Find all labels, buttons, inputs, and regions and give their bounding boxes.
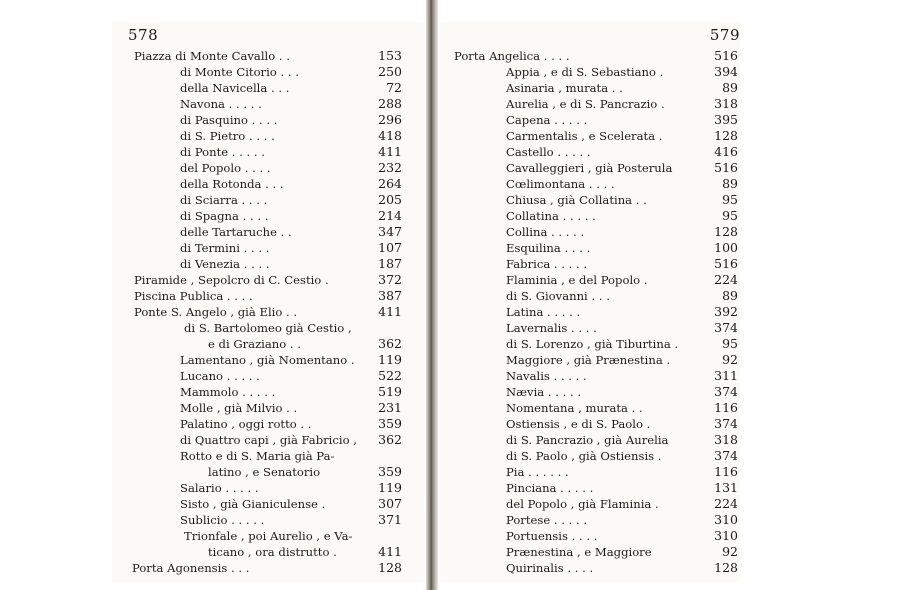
right-index-entry bbox=[440, 48, 740, 64]
right-index-entry bbox=[440, 112, 740, 128]
left-index-entry bbox=[112, 512, 424, 528]
left-index-entry bbox=[112, 272, 424, 288]
left-index-entry bbox=[112, 400, 424, 416]
entry-page-number: 362 bbox=[378, 336, 402, 351]
entry-text: Piramide , Sepolcro di C. Cestio . bbox=[134, 273, 329, 287]
entry-text: Maggiore , già Prænestina . bbox=[506, 353, 671, 367]
entry-text: Piscina Publica . . . . bbox=[134, 289, 253, 303]
right-index-entry bbox=[440, 320, 740, 336]
left-index-entry bbox=[112, 96, 424, 112]
entry-page-number: 128 bbox=[714, 560, 738, 575]
left-index-entry bbox=[112, 336, 424, 352]
left-index-entry bbox=[112, 208, 424, 224]
entry-text: Quirinalis . . . . bbox=[506, 561, 594, 575]
left-index-entry bbox=[112, 160, 424, 176]
left-index-entry bbox=[112, 112, 424, 128]
entry-text: Carmentalis , e Scelerata . bbox=[506, 129, 663, 143]
book-gutter bbox=[426, 0, 438, 590]
entry-text: della Rotonda . . . bbox=[180, 177, 284, 191]
right-index-entry bbox=[440, 368, 740, 384]
entry-page-number: 394 bbox=[714, 64, 738, 79]
entry-text: Pia . . . . . . bbox=[506, 465, 569, 479]
left-index-entry bbox=[112, 288, 424, 304]
entry-page-number: 392 bbox=[714, 304, 738, 319]
entry-text: Ostiensis , e di S. Paolo . bbox=[506, 417, 651, 431]
entry-text: Salario . . . . . bbox=[180, 481, 259, 495]
entry-page-number: 119 bbox=[378, 480, 402, 495]
entry-page-number: 374 bbox=[714, 384, 738, 399]
left-index-entry bbox=[112, 48, 424, 64]
right-index-list bbox=[440, 48, 740, 576]
entry-page-number: 89 bbox=[722, 288, 738, 303]
entry-page-number: 371 bbox=[378, 512, 402, 527]
entry-page-number: 416 bbox=[714, 144, 738, 159]
entry-text: di Termini . . . . bbox=[180, 241, 270, 255]
left-index-entry bbox=[112, 320, 424, 336]
left-index-entry bbox=[112, 528, 424, 544]
entry-text: Capena . . . . . bbox=[506, 113, 588, 127]
right-index-entry bbox=[440, 336, 740, 352]
left-page-number: 578 bbox=[128, 26, 159, 44]
entry-page-number: 516 bbox=[714, 160, 738, 175]
left-index-entry bbox=[112, 432, 424, 448]
entry-text: Lavernalis . . . . bbox=[506, 321, 597, 335]
right-index-entry bbox=[440, 176, 740, 192]
entry-page-number: 205 bbox=[378, 192, 402, 207]
entry-text: Prænestina , e Maggiore bbox=[506, 545, 652, 559]
right-index-entry bbox=[440, 400, 740, 416]
left-index-entry bbox=[112, 224, 424, 240]
left-index-entry bbox=[112, 480, 424, 496]
entry-text: Asinaria , murata . . bbox=[506, 81, 623, 95]
entry-page-number: 89 bbox=[722, 176, 738, 191]
right-index-entry bbox=[440, 256, 740, 272]
right-index-entry bbox=[440, 448, 740, 464]
entry-page-number: 187 bbox=[378, 256, 402, 271]
right-index-entry bbox=[440, 304, 740, 320]
left-index-entry bbox=[112, 80, 424, 96]
entry-page-number: 116 bbox=[714, 400, 738, 415]
entry-text: di Sciarra . . . . bbox=[180, 193, 268, 207]
entry-text: di Monte Citorio . . . bbox=[180, 65, 299, 79]
entry-page-number: 522 bbox=[378, 368, 402, 383]
entry-page-number: 374 bbox=[714, 448, 738, 463]
entry-page-number: 92 bbox=[722, 544, 738, 559]
entry-page-number: 250 bbox=[378, 64, 402, 79]
entry-page-number: 224 bbox=[714, 496, 738, 511]
entry-text: Piazza di Monte Cavallo . . bbox=[134, 49, 290, 63]
left-index-entry bbox=[112, 128, 424, 144]
right-page bbox=[440, 22, 740, 582]
right-index-entry bbox=[440, 480, 740, 496]
entry-text: Nævia . . . . . bbox=[506, 385, 582, 399]
entry-page-number: 359 bbox=[378, 416, 402, 431]
entry-text: della Navicella . . . bbox=[180, 81, 290, 95]
entry-page-number: 411 bbox=[378, 304, 402, 319]
entry-page-number: 214 bbox=[378, 208, 402, 223]
entry-page-number: 153 bbox=[378, 48, 402, 63]
entry-text: e di Graziano . . bbox=[208, 337, 301, 351]
entry-page-number: 311 bbox=[714, 368, 738, 383]
left-index-entry bbox=[112, 560, 424, 576]
left-index-entry bbox=[112, 448, 424, 464]
entry-text: di Ponte . . . . . bbox=[180, 145, 265, 159]
left-index-entry bbox=[112, 368, 424, 384]
entry-page-number: 131 bbox=[714, 480, 738, 495]
entry-page-number: 264 bbox=[378, 176, 402, 191]
entry-page-number: 395 bbox=[714, 112, 738, 127]
entry-text: latino , e Senatorio bbox=[208, 465, 321, 479]
entry-page-number: 119 bbox=[378, 352, 402, 367]
entry-page-number: 516 bbox=[714, 48, 738, 63]
entry-page-number: 387 bbox=[378, 288, 402, 303]
entry-text: di Venezia . . . . bbox=[180, 257, 270, 271]
entry-page-number: 107 bbox=[378, 240, 402, 255]
right-index-entry bbox=[440, 240, 740, 256]
right-index-entry bbox=[440, 80, 740, 96]
right-index-entry bbox=[440, 384, 740, 400]
entry-page-number: 374 bbox=[714, 320, 738, 335]
left-index-entry bbox=[112, 464, 424, 480]
entry-page-number: 310 bbox=[714, 528, 738, 543]
entry-text: Collatina . . . . . bbox=[506, 209, 596, 223]
right-index-entry bbox=[440, 512, 740, 528]
entry-page-number: 296 bbox=[378, 112, 402, 127]
left-index-entry bbox=[112, 416, 424, 432]
entry-text: ticano , ora distrutto . bbox=[208, 545, 337, 559]
entry-text: Portese . . . . . bbox=[506, 513, 588, 527]
entry-text: Pinciana . . . . . bbox=[506, 481, 594, 495]
entry-text: di S. Bartolomeo già Cestio , bbox=[184, 321, 352, 335]
right-index-entry bbox=[440, 144, 740, 160]
right-index-entry bbox=[440, 352, 740, 368]
left-index-entry bbox=[112, 304, 424, 320]
left-index-entry bbox=[112, 144, 424, 160]
right-index-entry bbox=[440, 192, 740, 208]
entry-text: di S. Lorenzo , già Tiburtina . bbox=[506, 337, 679, 351]
right-index-entry bbox=[440, 560, 740, 576]
entry-text: Palatino , oggi rotto . . bbox=[180, 417, 312, 431]
entry-text: di S. Pietro . . . . bbox=[180, 129, 275, 143]
right-index-entry bbox=[440, 464, 740, 480]
entry-text: delle Tartaruche . . bbox=[180, 225, 292, 239]
entry-text: Flaminia , e del Popolo . bbox=[506, 273, 648, 287]
entry-text: Portuensis . . . . bbox=[506, 529, 598, 543]
right-index-entry bbox=[440, 528, 740, 544]
entry-page-number: 72 bbox=[386, 80, 402, 95]
entry-page-number: 307 bbox=[378, 496, 402, 511]
entry-text: Chiusa , già Collatina . . bbox=[506, 193, 647, 207]
entry-page-number: 92 bbox=[722, 352, 738, 367]
entry-page-number: 374 bbox=[714, 416, 738, 431]
entry-text: Navalis . . . . . bbox=[506, 369, 587, 383]
entry-page-number: 288 bbox=[378, 96, 402, 111]
entry-text: Trionfale , poi Aurelio , e Va- bbox=[184, 529, 353, 543]
entry-page-number: 516 bbox=[714, 256, 738, 271]
right-index-entry bbox=[440, 416, 740, 432]
entry-text: di Pasquino . . . . bbox=[180, 113, 278, 127]
right-index-entry bbox=[440, 544, 740, 560]
entry-page-number: 411 bbox=[378, 144, 402, 159]
entry-page-number: 95 bbox=[722, 336, 738, 351]
entry-page-number: 418 bbox=[378, 128, 402, 143]
entry-text: di S. Pancrazio , già Aurelia bbox=[506, 433, 669, 447]
left-index-entry bbox=[112, 64, 424, 80]
right-index-entry bbox=[440, 160, 740, 176]
entry-text: di Quattro capi , già Fabricio , bbox=[180, 433, 357, 447]
entry-page-number: 128 bbox=[378, 560, 402, 575]
entry-text: Lucano . . . . . bbox=[180, 369, 260, 383]
entry-page-number: 318 bbox=[714, 96, 738, 111]
entry-page-number: 224 bbox=[714, 272, 738, 287]
right-index-entry bbox=[440, 496, 740, 512]
right-index-entry bbox=[440, 432, 740, 448]
entry-text: del Popolo , già Flaminia . bbox=[506, 497, 659, 511]
entry-text: del Popolo . . . . bbox=[180, 161, 271, 175]
entry-text: Collina . . . . . bbox=[506, 225, 585, 239]
entry-text: Appia , e di S. Sebastiano . bbox=[506, 65, 664, 79]
right-index-entry bbox=[440, 224, 740, 240]
entry-text: Fabrica . . . . . bbox=[506, 257, 588, 271]
left-index-entry bbox=[112, 352, 424, 368]
entry-text: Castello . . . . . bbox=[506, 145, 591, 159]
entry-text: Cavalleggieri , già Posterula bbox=[506, 161, 673, 175]
entry-page-number: 310 bbox=[714, 512, 738, 527]
entry-text: Nomentana , murata . . bbox=[506, 401, 643, 415]
entry-text: Lamentano , già Nomentano . bbox=[180, 353, 355, 367]
entry-page-number: 372 bbox=[378, 272, 402, 287]
entry-page-number: 362 bbox=[378, 432, 402, 447]
entry-page-number: 411 bbox=[378, 544, 402, 559]
entry-page-number: 318 bbox=[714, 432, 738, 447]
entry-text: Latina . . . . . bbox=[506, 305, 581, 319]
entry-text: di S. Paolo , già Ostiensis . bbox=[506, 449, 662, 463]
entry-page-number: 347 bbox=[378, 224, 402, 239]
right-index-entry bbox=[440, 128, 740, 144]
right-index-entry bbox=[440, 288, 740, 304]
entry-page-number: 128 bbox=[714, 224, 738, 239]
left-index-entry bbox=[112, 256, 424, 272]
left-index-entry bbox=[112, 544, 424, 560]
entry-text: Ponte S. Angelo , già Elio . . bbox=[134, 305, 298, 319]
left-index-list bbox=[112, 48, 424, 576]
entry-page-number: 116 bbox=[714, 464, 738, 479]
entry-page-number: 232 bbox=[378, 160, 402, 175]
entry-text: Rotto e di S. Maria già Pa- bbox=[180, 449, 335, 463]
entry-page-number: 519 bbox=[378, 384, 402, 399]
entry-text: Sisto , già Gianiculense . bbox=[180, 497, 326, 511]
entry-page-number: 231 bbox=[378, 400, 402, 415]
entry-page-number: 100 bbox=[714, 240, 738, 255]
entry-text: Navona . . . . . bbox=[180, 97, 262, 111]
right-index-entry bbox=[440, 208, 740, 224]
entry-page-number: 95 bbox=[722, 192, 738, 207]
left-index-entry bbox=[112, 176, 424, 192]
entry-page-number: 128 bbox=[714, 128, 738, 143]
entry-text: Esquilina . . . . bbox=[506, 241, 591, 255]
left-index-entry bbox=[112, 496, 424, 512]
entry-text: di Spagna . . . . bbox=[180, 209, 269, 223]
entry-text: Porta Agonensis . . . bbox=[132, 561, 250, 575]
left-index-entry bbox=[112, 240, 424, 256]
entry-text: Porta Angelica . . . . bbox=[454, 49, 570, 63]
entry-text: Molle , già Milvio . . bbox=[180, 401, 298, 415]
entry-text: Sublicio . . . . . bbox=[180, 513, 265, 527]
left-index-entry bbox=[112, 384, 424, 400]
right-index-entry bbox=[440, 272, 740, 288]
entry-page-number: 89 bbox=[722, 80, 738, 95]
right-index-entry bbox=[440, 96, 740, 112]
entry-page-number: 95 bbox=[722, 208, 738, 223]
entry-text: Mammolo . . . . . bbox=[180, 385, 276, 399]
right-index-entry bbox=[440, 64, 740, 80]
entry-text: di S. Giovanni . . . bbox=[506, 289, 610, 303]
left-page bbox=[112, 22, 424, 582]
entry-text: Aurelia , e di S. Pancrazio . bbox=[506, 97, 665, 111]
left-index-entry bbox=[112, 192, 424, 208]
right-page-number: 579 bbox=[709, 26, 740, 44]
entry-text: Cœlimontana . . . . bbox=[506, 177, 615, 191]
entry-page-number: 359 bbox=[378, 464, 402, 479]
